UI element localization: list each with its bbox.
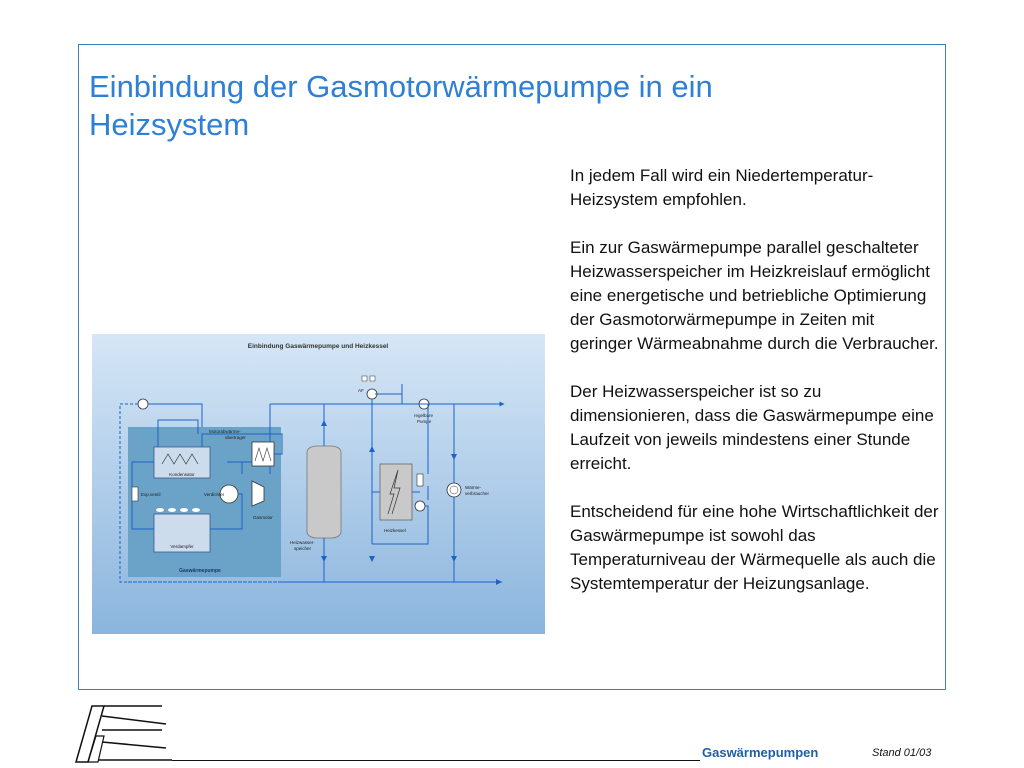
kondensator-label: Kondensator xyxy=(169,472,195,477)
waermeverbraucher-icon xyxy=(447,483,461,497)
verdampfer-label: Verdampfer xyxy=(170,544,194,549)
footer-rule xyxy=(172,760,700,761)
company-logo xyxy=(74,700,178,768)
footer-stand: Stand 01/03 xyxy=(872,747,932,759)
motor-heat-exchanger-box xyxy=(252,442,274,466)
regelbare-pumpe-label-1: regelbare xyxy=(414,413,434,418)
af-sensor-icon-2 xyxy=(370,376,375,381)
verdichter-label: Verdichter xyxy=(204,492,225,497)
af-sensor-icon xyxy=(362,376,367,381)
logo-a-inner xyxy=(88,736,104,762)
heizkessel-label: Heizkessel xyxy=(384,528,406,533)
logo-e-upper xyxy=(102,716,166,724)
heizwasserspeicher-tank xyxy=(307,446,341,538)
paragraph-3: Der Heizwasserspeicher ist so zu dimensionieren, dass die Gaswärmepumpe eine Laufzeit von jeweils mindestens einer Stunde erreicht. xyxy=(570,382,934,473)
heizwasserspeicher-label-2: speicher xyxy=(294,546,312,551)
paragraph-1: In jedem Fall wird ein Niedertemperatur-Heizsystem empfohlen. xyxy=(570,166,874,209)
logo-e-lower xyxy=(102,742,166,748)
paragraph-4: Entscheidend für eine hohe Wirtschaftlichkeit der Gaswärmepumpe ist sowohl das Temperaturniveau der Wärmequelle als auch die Systemtemperatur der Heizungsanlage. xyxy=(570,502,939,593)
footer-label: Gaswärmepumpen xyxy=(702,745,819,760)
pump-left-icon xyxy=(138,399,148,409)
motor-uebertrager-label-2: übertrager xyxy=(225,435,246,440)
diagram-title: Einbindung Gaswärmepumpe und Heizkessel xyxy=(247,343,389,350)
regelbare-pumpe-label-2: Pumpe xyxy=(417,419,432,424)
exp-ventil-label: Exp.ventil xyxy=(141,492,161,497)
system-diagram xyxy=(92,334,545,634)
heizkessel-box xyxy=(380,464,412,520)
heizwasserspeicher-label-1: Heizwasser- xyxy=(290,540,315,545)
paragraph-2: Ein zur Gaswärmepumpe parallel geschalteter Heizwasserspeicher im Heizkreislauf ermöglicht eine energetische und betriebliche Optimierung der Gasmotorwärmepumpe in Zeiten mit geringer Wärmeabnahme durch die Verbraucher. xyxy=(570,238,939,353)
gaswaermepumpe-label: Gaswärmepumpe xyxy=(179,568,221,574)
slide-title: Einbindung der Gasmotorwärmepumpe in ein Heizsystem xyxy=(89,69,713,142)
af-label: AF xyxy=(358,388,364,393)
expansion-valve-icon xyxy=(132,487,138,501)
waermeverbraucher-label-2: verbraucher xyxy=(465,491,490,496)
valve-heizkessel-icon xyxy=(417,474,423,486)
gasmotor-label: Gasmotor xyxy=(253,515,273,520)
waermeverbraucher-label-1: Wärme- xyxy=(465,485,481,490)
slide-body xyxy=(570,164,940,620)
pump-heizkessel-icon xyxy=(415,501,425,511)
motor-uebertrager-label-1: Motorabwärme- xyxy=(209,429,241,434)
